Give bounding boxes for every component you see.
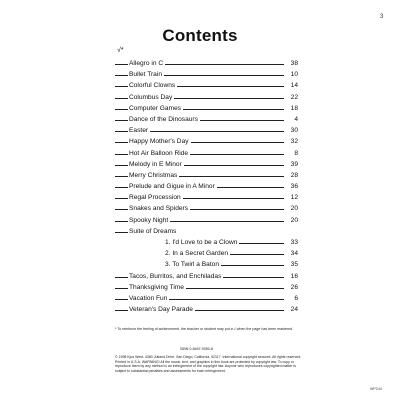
leader-line bbox=[223, 270, 284, 278]
entry-page-number: 18 bbox=[290, 104, 298, 112]
leader-line bbox=[239, 236, 284, 244]
entry-title: Veteran's Day Parade bbox=[129, 306, 193, 314]
entry-title: Allegro in C bbox=[129, 60, 164, 67]
entry-title: Dance of the Dinosaurs bbox=[129, 115, 198, 123]
contents-entry bbox=[115, 135, 298, 146]
entry-page-number: 26 bbox=[290, 283, 298, 291]
leader-line bbox=[186, 281, 284, 289]
leader-line bbox=[221, 258, 284, 266]
contents-entry bbox=[115, 102, 298, 113]
entry-page-number: 14 bbox=[290, 82, 298, 90]
leader-line bbox=[177, 79, 284, 87]
entry-title: Thanksgiving Time bbox=[129, 283, 184, 291]
leader-line bbox=[230, 247, 284, 255]
contents-entry bbox=[115, 292, 298, 303]
contents-entry bbox=[115, 57, 298, 68]
entry-page-number: 36 bbox=[290, 183, 298, 191]
leader-line bbox=[190, 202, 284, 210]
entry-title: Computer Games bbox=[129, 104, 182, 112]
checkmark-blank bbox=[115, 57, 128, 65]
copyright-notice: © 1998 Kjos West, 4380 Jutland Drive, San Diego, California, 92117. International copyright secured. All rights reserved. Printed in U.S.A. WARNING! All the music, text, and graphics in this book are protected by copyright law. To copy or reproduce them by any method is an infringement of the copyright law. Anyone who reproduces copyrighted matter is subject to substantial penalties and assessments for each infringement. bbox=[115, 355, 302, 373]
contents-entry bbox=[115, 270, 298, 281]
entry-page-number: 20 bbox=[290, 216, 298, 224]
contents-entry bbox=[115, 247, 298, 258]
entry-title: Bullet Train bbox=[129, 71, 162, 79]
checkmark-blank bbox=[115, 124, 128, 132]
entry-title: Regal Procession bbox=[129, 194, 181, 202]
checkmark-blank bbox=[115, 270, 128, 278]
checkmark-blank bbox=[115, 135, 128, 143]
leader-line bbox=[184, 158, 284, 166]
entry-title: Hot Air Balloon Ride bbox=[129, 149, 189, 157]
contents-entry bbox=[115, 202, 298, 213]
leader-line bbox=[174, 91, 284, 99]
checkmark-blank bbox=[115, 225, 128, 233]
check-header: √* bbox=[117, 47, 124, 54]
entry-page-number: 35 bbox=[290, 261, 298, 269]
entry-title: Columbus Day bbox=[129, 93, 173, 101]
leader-line bbox=[217, 180, 284, 188]
entry-page-number: 33 bbox=[290, 239, 298, 246]
contents-entry bbox=[115, 180, 298, 191]
entry-page-number: 24 bbox=[290, 306, 298, 314]
contents-entry bbox=[115, 79, 298, 90]
leader-line bbox=[200, 113, 284, 121]
entry-title: Tacos, Burritos, and Enchiladas bbox=[129, 272, 222, 280]
contents-entry bbox=[115, 147, 298, 158]
contents-entry bbox=[115, 68, 298, 79]
entry-title: Vacation Fun bbox=[129, 294, 168, 302]
leader-line bbox=[190, 147, 284, 155]
contents-list bbox=[115, 57, 298, 314]
checkmark-blank bbox=[115, 102, 128, 110]
checkmark-blank bbox=[115, 180, 128, 188]
entry-title: Merry Christmas bbox=[129, 171, 178, 179]
entry-page-number: 34 bbox=[290, 250, 298, 258]
checkmark-blank bbox=[115, 281, 128, 289]
entry-title: Colorful Clowns bbox=[129, 82, 176, 90]
entry-page-number: 10 bbox=[290, 71, 298, 79]
entry-page-number: 8 bbox=[294, 149, 298, 157]
leader-line bbox=[183, 191, 284, 199]
entry-page-number: 38 bbox=[290, 60, 298, 67]
leader-line bbox=[164, 68, 284, 76]
contents-entry bbox=[115, 258, 298, 269]
catalog-code: WP244 bbox=[370, 387, 382, 391]
entry-page-number: 32 bbox=[290, 138, 298, 146]
entry-page-number: 16 bbox=[290, 272, 298, 280]
contents-entry bbox=[115, 236, 298, 247]
checkmark-blank bbox=[115, 303, 128, 311]
checkmark-blank bbox=[115, 214, 128, 222]
entry-page-number: 20 bbox=[290, 205, 298, 213]
entry-title: Easter bbox=[129, 127, 149, 135]
leader-line bbox=[179, 169, 284, 177]
contents-entry bbox=[115, 169, 298, 180]
checkmark-blank bbox=[115, 79, 128, 87]
leader-line bbox=[183, 102, 284, 110]
checkmark-blank bbox=[115, 147, 128, 155]
leader-line bbox=[150, 124, 284, 132]
page-title: Contents bbox=[162, 26, 238, 45]
entry-title: Snakes and Spiders bbox=[129, 205, 189, 213]
contents-entry bbox=[115, 124, 298, 135]
entry-title: Spooky Night bbox=[129, 216, 169, 224]
leader-line bbox=[165, 57, 284, 65]
entry-page-number: 39 bbox=[290, 160, 298, 168]
entry-page-number: 12 bbox=[290, 194, 298, 202]
entry-title: 1. I'd Love to be a Clown bbox=[165, 239, 238, 246]
leader-line bbox=[170, 214, 284, 222]
contents-entry bbox=[115, 91, 298, 102]
entry-title: Melody in E Minor bbox=[129, 160, 182, 168]
isbn: ISBN 0-8497-9350-8 bbox=[180, 347, 213, 351]
checkmark-blank bbox=[115, 292, 128, 300]
entry-title: 2. In a Secret Garden bbox=[165, 250, 229, 258]
leader-line bbox=[195, 303, 284, 311]
checkmark-blank bbox=[115, 191, 128, 199]
entry-title: Happy Mother's Day bbox=[129, 138, 189, 146]
contents-entry bbox=[115, 113, 298, 124]
contents-entry bbox=[115, 225, 298, 236]
checkmark-blank bbox=[115, 113, 128, 121]
checkmark-blank bbox=[115, 158, 128, 166]
entry-title: Prelude and Gigue in A Minor bbox=[129, 183, 215, 191]
checkmark-blank bbox=[115, 91, 128, 99]
leader-line bbox=[191, 135, 284, 143]
entry-page-number: 28 bbox=[290, 171, 298, 179]
entry-page-number: 6 bbox=[294, 294, 298, 302]
contents-entry bbox=[115, 158, 298, 169]
page-number: 3 bbox=[380, 14, 384, 20]
footnote: * To reinforce the feeling of achievement, the teacher or student may put a √ when the page has been mastered. bbox=[115, 327, 294, 331]
checkmark-blank bbox=[115, 68, 128, 76]
contents-entry bbox=[115, 191, 298, 202]
entry-title: Suite of Dreams bbox=[129, 227, 177, 235]
entry-page-number: 30 bbox=[290, 127, 298, 135]
contents-entry bbox=[115, 214, 298, 225]
contents-entry bbox=[115, 303, 298, 314]
entry-page-number: 4 bbox=[294, 115, 298, 123]
leader-line bbox=[169, 292, 284, 300]
entry-page-number: 22 bbox=[290, 93, 298, 101]
checkmark-blank bbox=[115, 169, 128, 177]
entry-title: 3. To Twirl a Baton bbox=[165, 261, 220, 269]
contents-entry bbox=[115, 281, 298, 292]
checkmark-blank bbox=[115, 202, 128, 210]
